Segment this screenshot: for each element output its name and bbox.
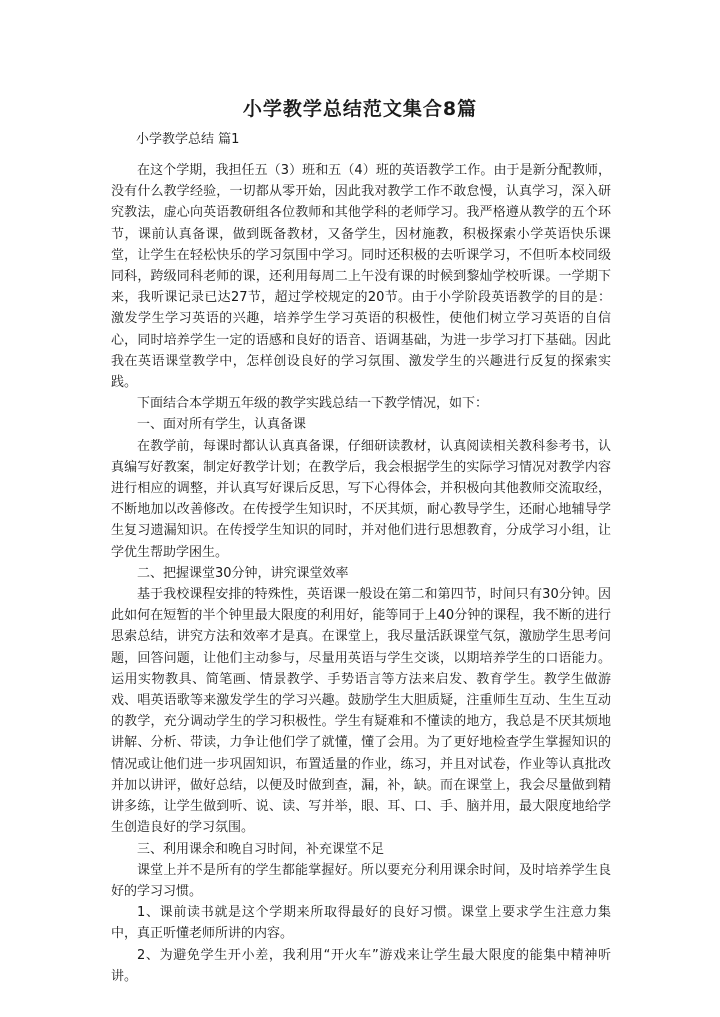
paragraph: 在这个学期，我担任五（3）班和五（4）班的英语教学工作。由于是新分配教师，没有什么教学经验，一切都从零开始，因此我对教学工作不敢怠慢，认真学习，深入研究教法，虚心向英语教研组各位教师和其他学科的老师学习。我严格遵从教学的五个环节，课前认真备课，做到既备教材，又备学生，因材施教，积极探索小学英语快乐课堂，让学生在轻松快乐的学习氛围中学习。同时还积极的去听课学习，不但听本校同级同科，跨级同科老师的课，还利用每周二上午没有课的时候到黎灿学校听课。一学期下来，我听课记录已达27节，超过学校规定的20节。由于小学阶段英语教学的目的是：激发学生学习英语的兴趣，培养学生学习英语的积极性，使他们树立学习英语的自信心，同时培养学生一定的语感和良好的语音、语调基础，为进一步学习打下基础。因此我在英语课堂教学中，怎样创设良好的学习氛围、激发学生的兴趣进行反复的探索实践。 [111,163,611,391]
section-subtitle: 小学教学总结 篇1 [136,132,240,147]
section-heading: 三、利用课余和晚自习时间，补充课堂不足 [137,841,385,857]
paragraph: 1、课前读书就是这个学期来所取得最好的良好习惯。课堂上要求学生注意力集中，真正听懂老师所讲的内容。 [111,905,611,942]
paragraph: 2、为避免学生开小差，我利用“开火车”游戏来让学生最大限度的能集中精神听讲。 [111,947,611,984]
paragraph: 课堂上并不是所有的学生都能掌握好。所以要充分利用课余时间，及时培养学生良好的学习习惯。 [111,862,611,899]
paragraph: 在教学前，每课时都认认真真备课，仔细研读教材，认真阅读相关教科参考书，认真编写好教案，制定好教学计划；在教学后，我会根据学生的实际学习情况对教学内容进行相应的调整，并认真写好课后反思，写下心得体会，并积极向其他教师交流取经，不断地加以改善修改。在传授学生知识时，不厌其烦，耐心教导学生，还耐心地辅导学生复习遗漏知识。在传授学生知识的同时，并对他们进行思想教育，分成学习小组，让学优生帮助学困生。 [111,438,611,560]
document-body [111,160,611,987]
section-heading: 一、面对所有学生，认真备课 [137,417,307,433]
paragraph: 下面结合本学期五年级的教学实践总结一下教学情况，如下： [137,396,489,412]
section-heading: 二、把握课堂30分钟，讲究课堂效率 [137,565,349,581]
paragraph: 基于我校课程安排的特殊性，英语课一般设在第二和第四节，时间只有30分钟。因此如何在短暂的半个钟里最大限度的利用好，能等同于上40分钟的课程，我不断的进行思索总结，讲究方法和效率才是真。在课堂上，我尽量活跃课堂气氛，激励学生思考问题，回答问题，让他们主动参与，尽量用英语与学生交谈，以期培养学生的口语能力。运用实物教具、简笔画、情景教学、手势语言等方法来启发、教育学生。教学生做游戏、唱英语歌等来激发学生的学习兴趣。鼓励学生大胆质疑，注重师生互动、生生互动的教学，充分调动学生的学习积极性。学生有疑难和不懂读的地方，我总是不厌其烦地讲解、分析、带读，力争让他们学了就懂，懂了会用。为了更好地检查学生掌握知识的情况或让他们进一步巩固知识，布置适量的作业，练习，并且对试卷，作业等认真批改并加以讲评，做好总结，以便及时做到查，漏，补，缺。而在课堂上，我会尽量做到精讲多练，让学生做到听、说、读、写并举，眼、耳、口、手、脑并用，最大限度地给学生创造良好的学习氛围。 [111,587,611,836]
document-title: 小学教学总结范文集合8篇 [242,98,478,120]
